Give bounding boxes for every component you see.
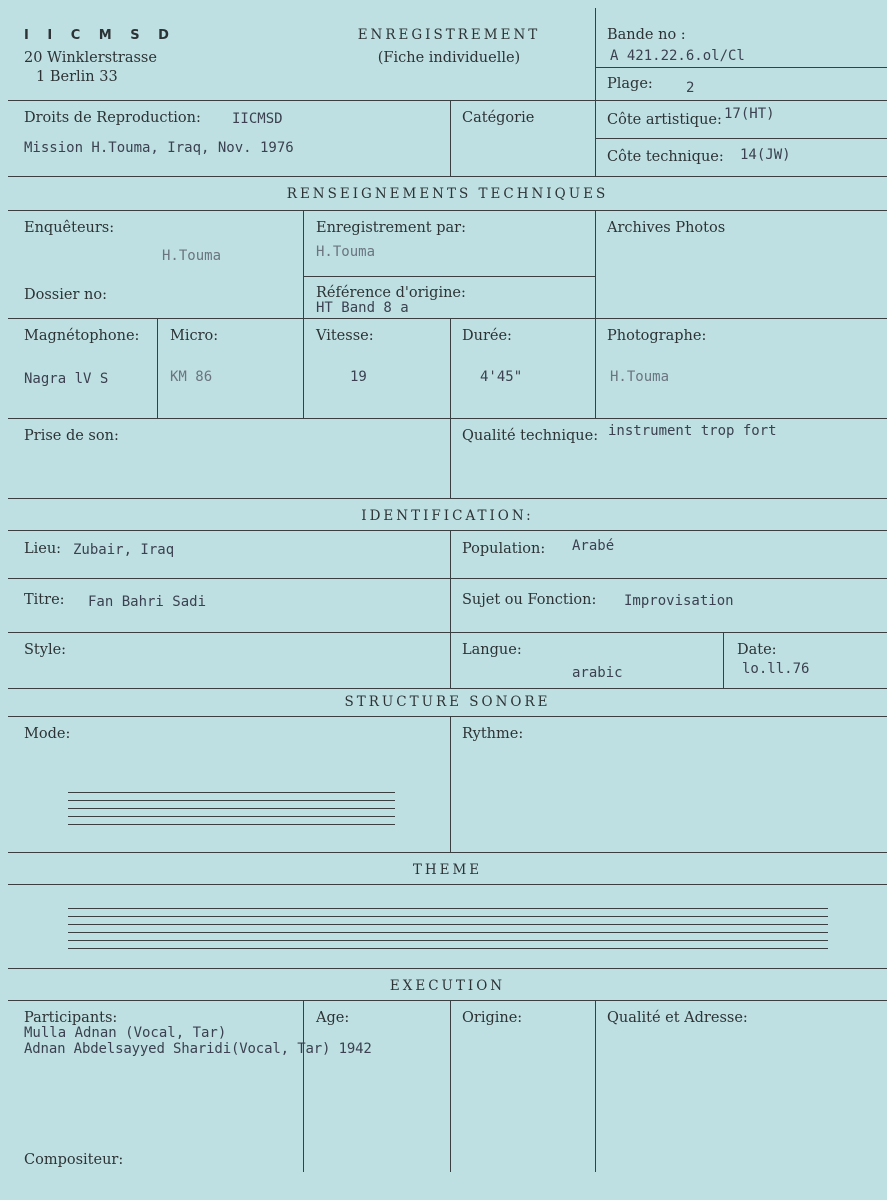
cote-technique-label: Côte technique: <box>607 149 724 165</box>
staff-line <box>68 940 828 941</box>
rule <box>304 276 595 277</box>
reference-value: HT Band 8 a <box>316 300 409 316</box>
rule <box>450 318 451 498</box>
staff-line <box>68 948 828 949</box>
rule <box>8 632 887 633</box>
titre-label: Titre: <box>24 592 65 608</box>
rule <box>8 530 887 531</box>
rule <box>8 578 887 579</box>
photographe-label: Photographe: <box>607 328 707 344</box>
compositeur-label: Compositeur: <box>24 1152 124 1168</box>
bande-label: Bande no : <box>607 27 686 43</box>
staff-line <box>68 824 395 825</box>
rule <box>8 852 887 853</box>
rule <box>8 968 887 969</box>
rule <box>8 498 887 499</box>
rule <box>8 176 887 177</box>
staff-line <box>68 924 828 925</box>
execution-heading: EXECUTION <box>389 978 506 994</box>
cote-artistique-label: Côte artistique: <box>607 112 722 128</box>
enqueteurs-value: H.Touma <box>162 248 222 264</box>
staff-line <box>68 792 395 793</box>
rule <box>8 318 887 319</box>
rights-label: Droits de Reproduction: <box>24 110 201 126</box>
rule <box>596 67 887 68</box>
prise-label: Prise de son: <box>24 428 119 444</box>
style-label: Style: <box>24 642 67 658</box>
date-value: lo.ll.76 <box>742 661 810 677</box>
cote-technique-value: 14(JW) <box>740 147 791 163</box>
vitesse-value: 19 <box>350 369 367 385</box>
origine-label: Origine: <box>462 1010 523 1026</box>
participant-2: Adnan Abdelsayyed Sharidi(Vocal, Tar) 1942 <box>24 1041 372 1057</box>
plage-value: 2 <box>686 80 695 96</box>
staff-line <box>68 800 395 801</box>
langue-value: arabic <box>572 665 623 681</box>
sujet-label: Sujet ou Fonction: <box>462 592 597 608</box>
staff-line <box>68 808 395 809</box>
rule <box>450 530 451 688</box>
rule <box>596 138 887 139</box>
plage-label: Plage: <box>607 76 653 92</box>
titre-value: Fan Bahri Sadi <box>88 594 207 610</box>
rule <box>8 884 887 885</box>
micro-value: KM 86 <box>170 369 213 385</box>
rule <box>8 100 887 101</box>
identification-heading: IDENTIFICATION: <box>361 508 534 524</box>
rule <box>595 1000 596 1172</box>
staff-line <box>68 916 828 917</box>
rule <box>8 716 887 717</box>
categorie-label: Catégorie <box>462 110 535 126</box>
staff-line <box>68 816 395 817</box>
rule <box>303 210 304 418</box>
qualite-adresse-label: Qualité et Adresse: <box>607 1010 748 1026</box>
rule <box>595 8 596 176</box>
cote-artistique-value: 17(HT) <box>724 106 775 122</box>
rule <box>8 688 887 689</box>
form-title: ENREGISTREMENT <box>357 27 541 43</box>
rule <box>8 1000 887 1001</box>
lieu-value: Zubair, Iraq <box>73 542 175 558</box>
mode-label: Mode: <box>24 726 71 742</box>
qualite-technique-label: Qualité technique: <box>462 428 599 444</box>
rythme-label: Rythme: <box>462 726 524 742</box>
staff-line <box>68 908 828 909</box>
enregistrement-label: Enregistrement par: <box>316 220 466 236</box>
rule <box>723 632 724 688</box>
population-label: Population: <box>462 541 546 557</box>
rule <box>595 210 596 418</box>
rule <box>303 1000 304 1172</box>
date-label: Date: <box>737 642 777 658</box>
duree-value: 4'45" <box>480 369 523 385</box>
participant-1: Mulla Adnan (Vocal, Tar) <box>24 1025 227 1041</box>
rule <box>8 418 887 419</box>
population-value: Arabé <box>572 538 615 554</box>
structure-heading: STRUCTURE SONORE <box>344 694 551 710</box>
enqueteurs-label: Enquêteurs: <box>24 220 115 236</box>
rights-value: IICMSD <box>232 111 283 127</box>
org-name: I I C M S D <box>24 28 176 43</box>
langue-label: Langue: <box>462 642 522 658</box>
rule <box>450 716 451 852</box>
rule <box>450 1000 451 1172</box>
qualite-technique-value: instrument trop fort <box>608 423 777 439</box>
rule <box>8 210 887 211</box>
form-subtitle: (Fiche individuelle) <box>377 50 521 66</box>
enregistrement-value: H.Touma <box>316 244 376 260</box>
participants-label: Participants: <box>24 1010 118 1026</box>
micro-label: Micro: <box>170 328 219 344</box>
reference-label: Référence d'origine: <box>316 285 466 301</box>
archives-label: Archives Photos <box>607 220 726 236</box>
magnetophone-value: Nagra lV S <box>24 371 109 387</box>
staff-line <box>68 932 828 933</box>
technical-heading: RENSEIGNEMENTS TECHNIQUES <box>286 186 609 202</box>
rule <box>450 100 451 176</box>
sujet-value: Improvisation <box>624 593 734 609</box>
org-city: 1 Berlin 33 <box>36 69 118 85</box>
vitesse-label: Vitesse: <box>316 328 374 344</box>
magnetophone-label: Magnétophone: <box>24 328 140 344</box>
lieu-label: Lieu: <box>24 541 62 557</box>
theme-heading: THEME <box>412 862 483 878</box>
mission-value: Mission H.Touma, Iraq, Nov. 1976 <box>24 140 294 156</box>
age-label: Age: <box>316 1010 350 1026</box>
duree-label: Durée: <box>462 328 512 344</box>
photographe-value: H.Touma <box>610 369 670 385</box>
rule <box>157 318 158 418</box>
bande-value: A 421.22.6.ol/Cl <box>610 48 745 64</box>
dossier-label: Dossier no: <box>24 287 107 303</box>
org-street: 20 Winklerstrasse <box>24 50 157 66</box>
